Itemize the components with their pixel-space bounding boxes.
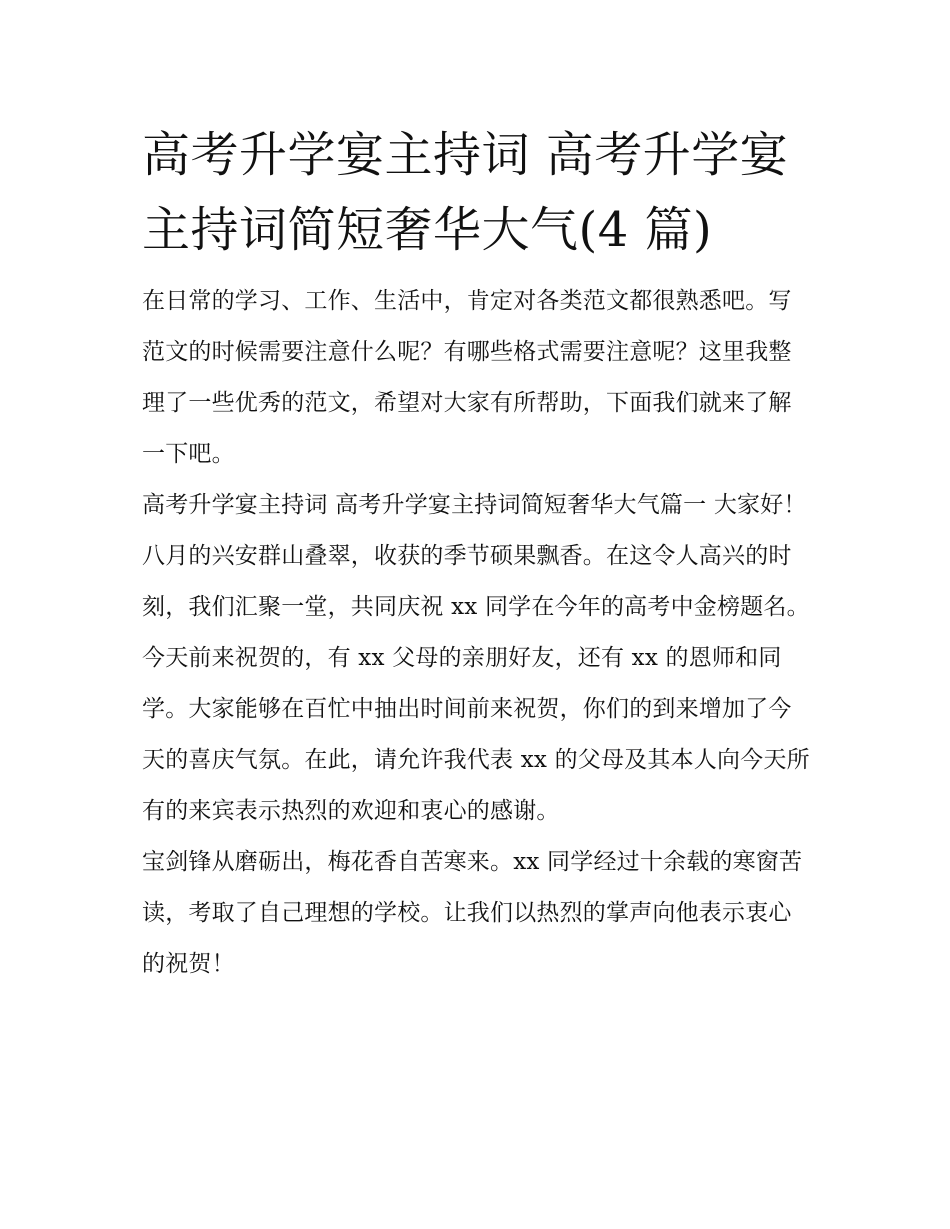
- paragraph-intro: 在日常的学习、工作、生活中，肯定对各类范文都很熟悉吧。写范文的时候需要注意什么呢？有哪些格式需要注意呢？这里我整理了一些优秀的范文，希望对大家有所帮助，下面我们就来了解一下吧。: [142, 288, 792, 467]
- document-page: [142, 118, 814, 990]
- paragraph-august: 八月的兴安群山叠翠，收获的季节硕果飘香。在这令人高兴的时刻，我们汇聚一堂，共同庆祝 xx 同学在今年的高考中金榜题名。: [142, 543, 810, 620]
- document-title: 高考升学宴主持词 高考升学宴主持词简短奢华大气(4 篇): [142, 127, 789, 258]
- paragraph-congrats: 宝剑锋从磨砺出，梅花香自苦寒来。xx 同学经过十余载的寒窗苦读，考取了自己理想的学校。让我们以热烈的掌声向他表示衷心的祝贺！: [142, 849, 803, 977]
- paragraph-guests: 今天前来祝贺的，有 xx 父母的亲朋好友，还有 xx 的恩师和同学。大家能够在百忙中抽出时间前来祝贺，你们的到来增加了今天的喜庆气氛。在此，请允许我代表 xx 的父母及其本人向今天所有的来宾表示热烈的欢迎和衷心的感谢。: [142, 645, 810, 824]
- paragraph-greeting: 高考升学宴主持词 高考升学宴主持词简短奢华大气篇一 大家好！: [142, 492, 807, 518]
